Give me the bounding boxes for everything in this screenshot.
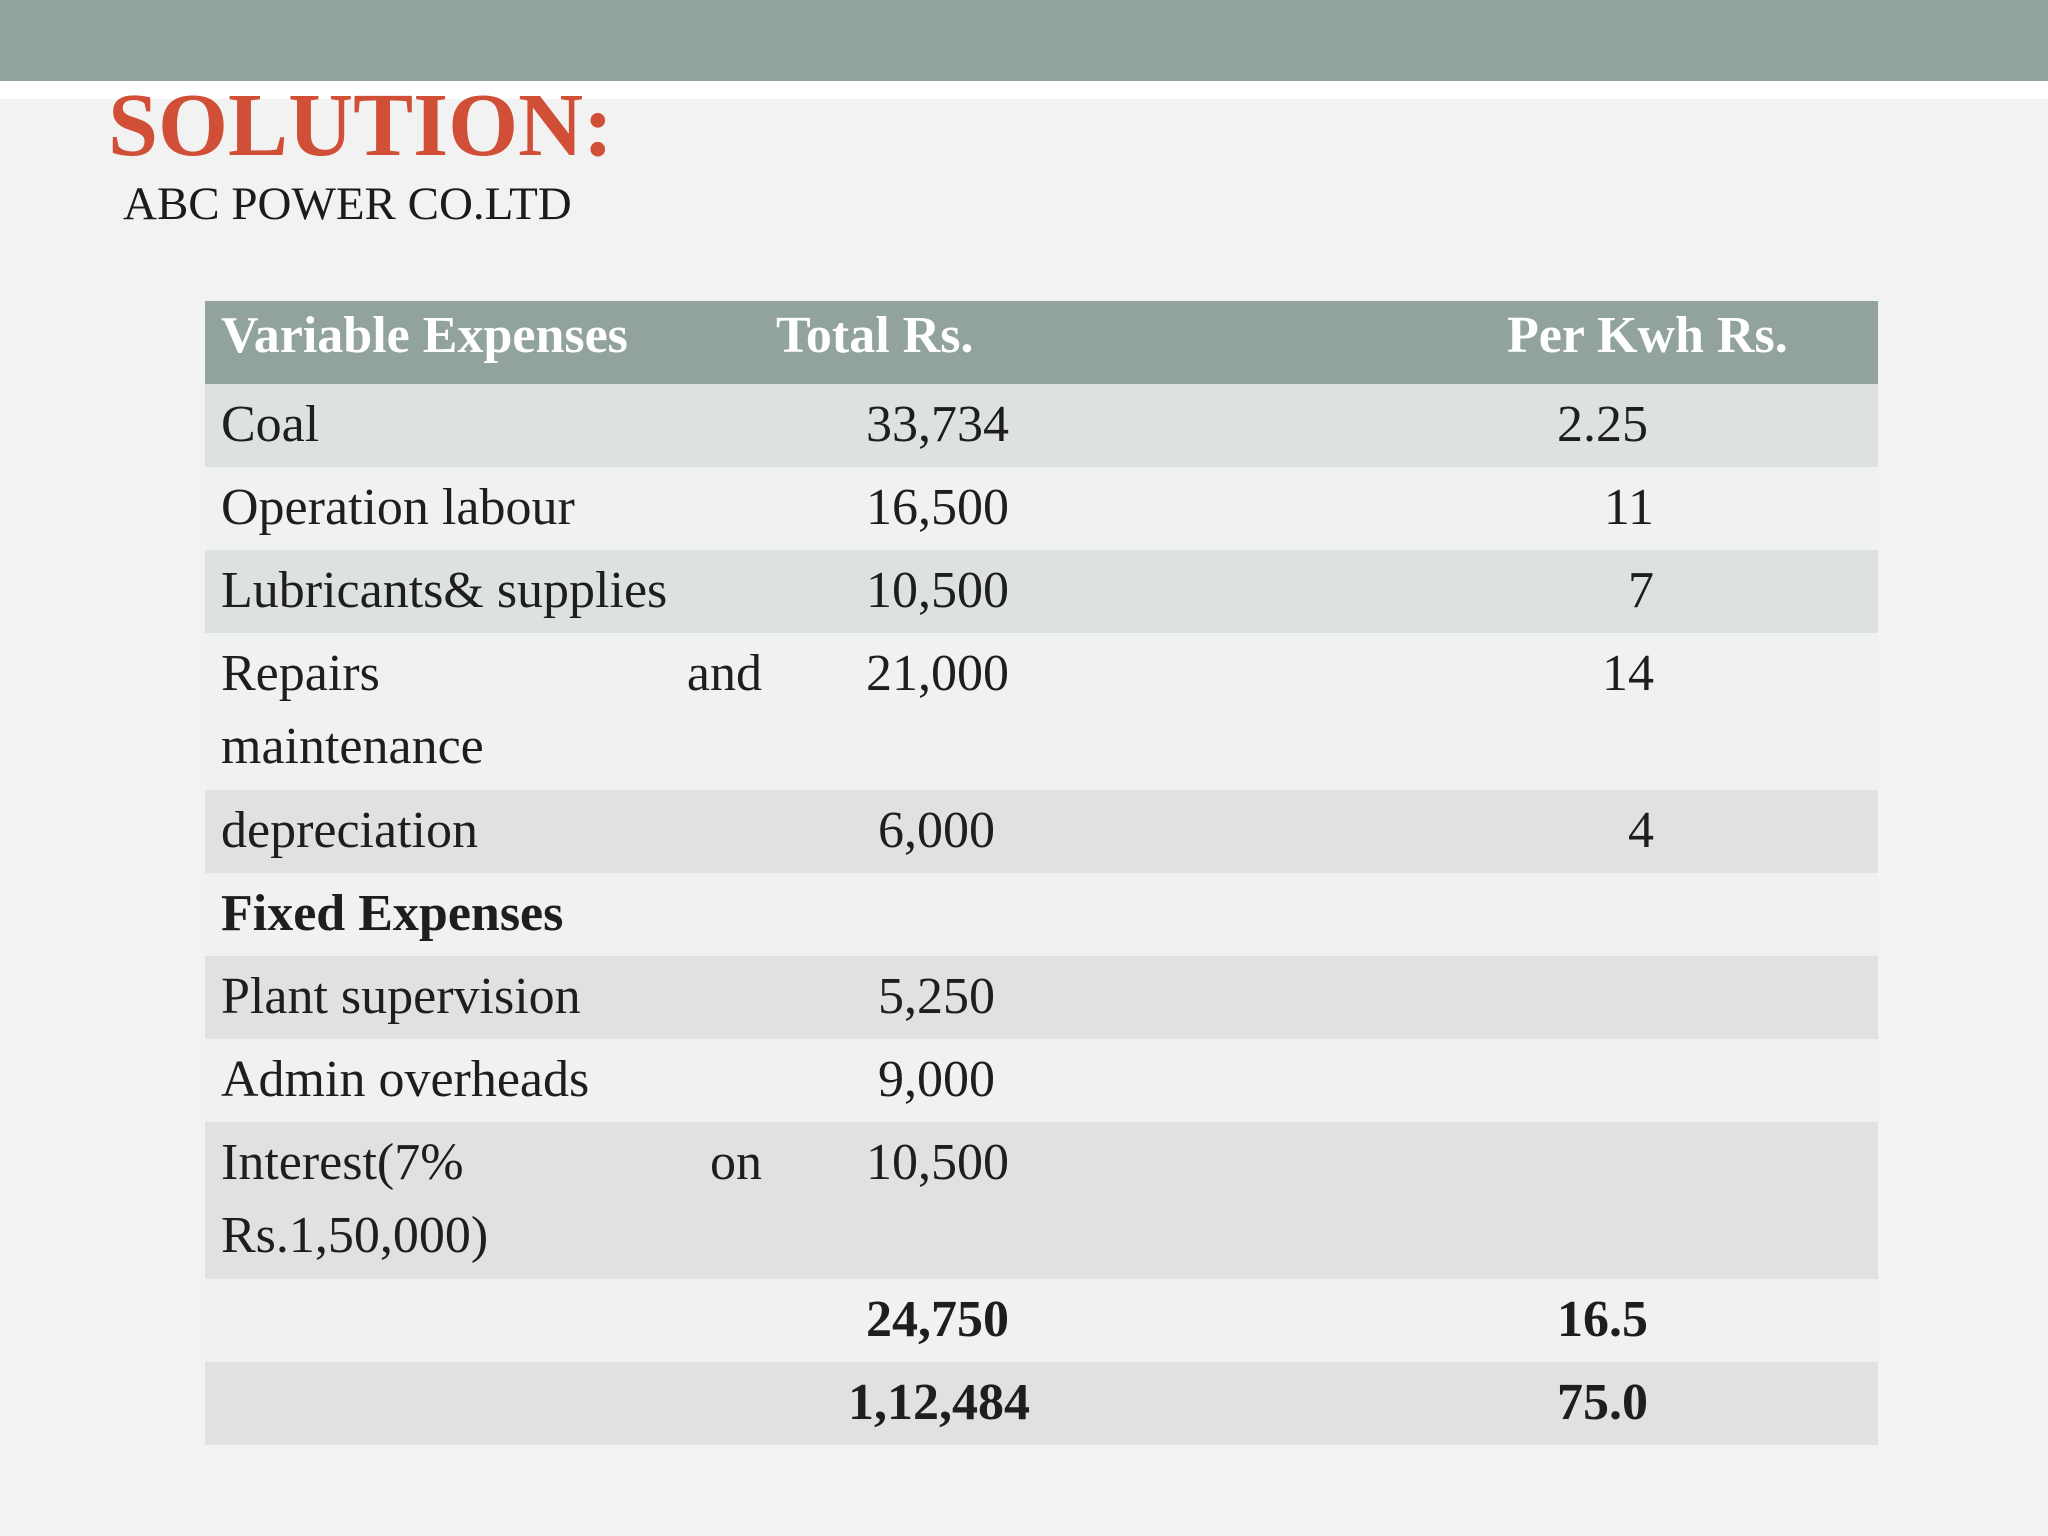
table-row [205,790,1878,873]
expense-table [205,301,1878,1445]
row-per-kwh-subtotal: 16.5 [1557,1291,1648,1348]
row-total-grand: 1,12,484 [848,1374,1030,1431]
table-row [205,384,1878,467]
row-total: 9,000 [878,1051,995,1108]
row-per-kwh-grand: 75.0 [1557,1374,1648,1431]
top-accent-band [0,0,2048,81]
expense-table-container [205,301,1878,1445]
table-grand-total-row [205,1362,1878,1445]
row-label [205,1122,770,1279]
row-total: 5,250 [878,968,995,1025]
section-label-fixed-expenses: Fixed Expenses [221,885,564,942]
row-total-subtotal: 24,750 [866,1291,1009,1348]
table-row [205,956,1878,1039]
row-per-kwh-empty [1320,1039,1878,1122]
row-total: 10,500 [866,1134,1009,1191]
row-label-word: Repairs [221,645,380,702]
row-label [205,633,770,790]
row-label: Admin overheads [221,1051,590,1108]
table-section-row [205,873,1878,956]
row-label-empty [205,1279,770,1362]
row-label-empty [205,1362,770,1445]
header-variable-expenses: Variable Expenses [221,307,628,364]
row-total: 21,000 [866,645,1009,702]
table-row [205,633,1878,790]
row-label: Coal [221,396,320,453]
row-per-kwh-empty [1320,956,1878,1039]
row-per-kwh: 2.25 [1557,396,1648,453]
row-label-line [221,1126,762,1199]
row-per-kwh-empty [1320,873,1878,956]
slide-title: SOLUTION: [108,76,614,175]
row-label-line [221,637,762,710]
header-total: Total Rs. [776,307,974,364]
table-header-row [205,301,1878,384]
row-label-word: on [710,1134,762,1191]
table-row [205,1039,1878,1122]
table-row [205,1122,1878,1279]
row-label-line: Rs.1,50,000) [221,1207,489,1264]
row-per-kwh: 11 [1603,479,1654,536]
table-subtotal-row [205,1279,1878,1362]
row-label: Lubricants& supplies [221,562,668,619]
row-label: depreciation [221,802,478,859]
row-total: 10,500 [866,562,1009,619]
table-row [205,467,1878,550]
row-label: Plant supervision [221,968,581,1025]
row-label-word: Interest(7% [221,1134,464,1191]
slide-subtitle: ABC POWER CO.LTD [123,178,572,230]
row-total-empty [770,873,1320,956]
row-label: Operation labour [221,479,575,536]
row-total: 6,000 [878,802,995,859]
row-per-kwh: 14 [1602,645,1654,702]
table-row [205,550,1878,633]
row-total: 33,734 [866,396,1009,453]
row-per-kwh: 7 [1628,562,1654,619]
row-total: 16,500 [866,479,1009,536]
row-label-line: maintenance [221,718,484,775]
row-per-kwh-empty [1320,1122,1878,1279]
row-label-word: and [686,645,762,702]
row-per-kwh: 4 [1628,802,1654,859]
header-per-kwh: Per Kwh Rs. [1507,307,1788,364]
